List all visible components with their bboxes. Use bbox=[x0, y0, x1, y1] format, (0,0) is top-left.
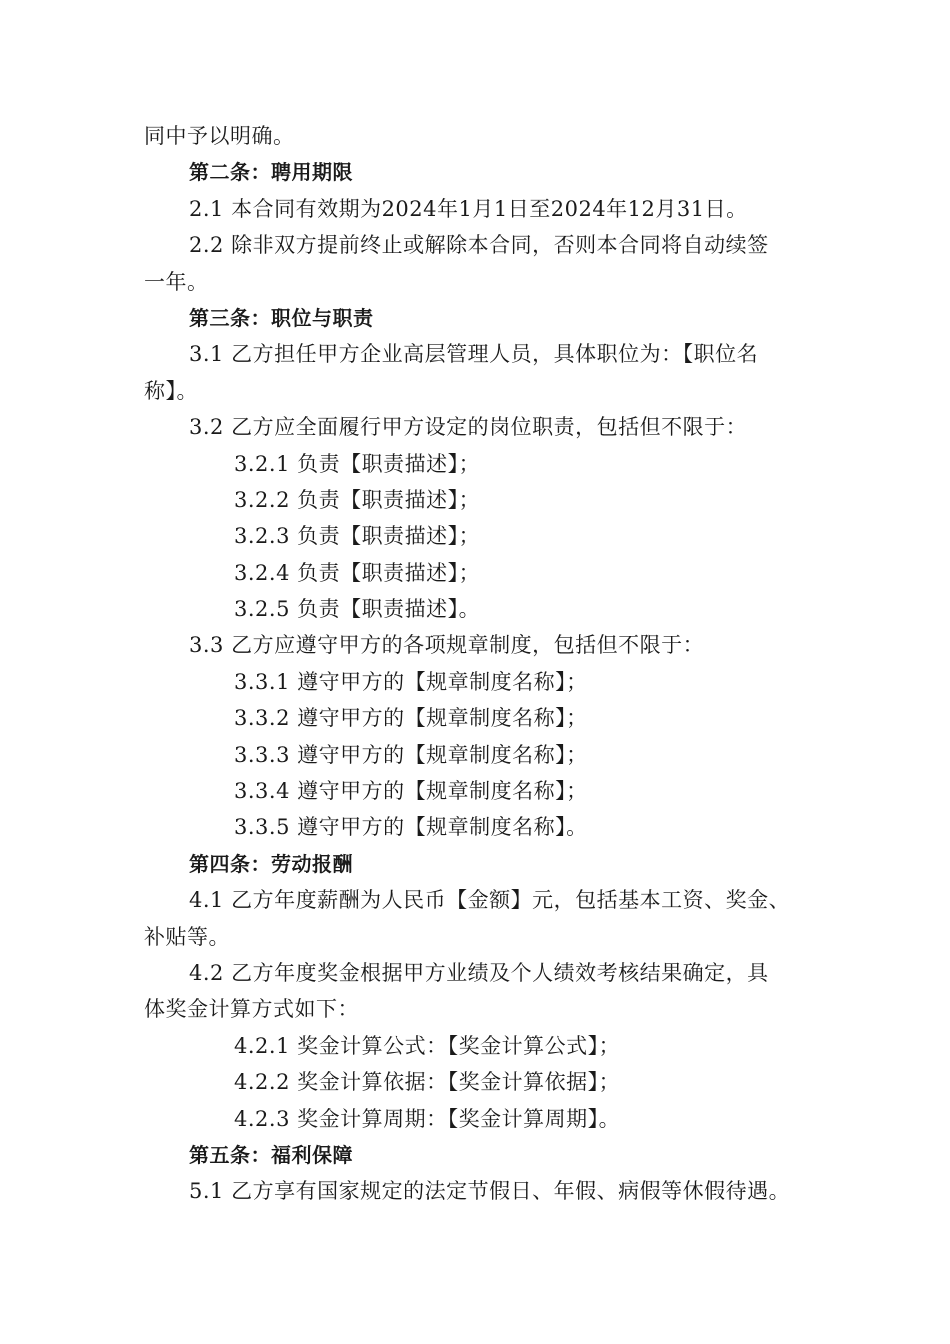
clause-3-3-5: 3.3.5 遵守甲方的【规章制度名称】。 bbox=[234, 815, 588, 840]
clause-3-3-2: 3.3.2 遵守甲方的【规章制度名称】； bbox=[234, 706, 588, 731]
clause-4-1: 4.1 乙方年度薪酬为人民币【金额】元，包括基本工资、奖金、 bbox=[189, 888, 791, 913]
clause-3-3: 3.3 乙方应遵守甲方的各项规章制度，包括但不限于： bbox=[189, 633, 705, 658]
clause-4-2-continuation: 体奖金计算方式如下： bbox=[144, 997, 359, 1022]
clause-4-1-continuation: 补贴等。 bbox=[144, 924, 230, 949]
article-3-heading: 第三条：职位与职责 bbox=[189, 305, 374, 330]
clause-3-3-4: 3.3.4 遵守甲方的【规章制度名称】； bbox=[234, 779, 588, 804]
clause-4-2-3: 4.2.3 奖金计算周期：【奖金计算周期】。 bbox=[234, 1106, 621, 1131]
clause-3-1-continuation: 称】。 bbox=[144, 378, 198, 403]
clause-3-2-4: 3.2.4 负责【职责描述】； bbox=[234, 560, 481, 585]
clause-3-1: 3.1 乙方担任甲方企业高层管理人员，具体职位为：【职位名 bbox=[189, 342, 759, 367]
clause-4-2: 4.2 乙方年度奖金根据甲方业绩及个人绩效考核结果确定，具 bbox=[189, 960, 769, 985]
paragraph-continuation: 同中予以明确。 bbox=[144, 124, 295, 148]
clause-3-2-1: 3.2.1 负责【职责描述】； bbox=[234, 451, 481, 476]
article-2-heading: 第二条：聘用期限 bbox=[189, 160, 353, 185]
clause-3-2-5: 3.2.5 负责【职责描述】。 bbox=[234, 597, 481, 622]
clause-4-2-1: 4.2.1 奖金计算公式：【奖金计算公式】； bbox=[234, 1033, 621, 1058]
article-5-heading: 第五条：福利保障 bbox=[189, 1142, 353, 1167]
clause-3-2: 3.2 乙方应全面履行甲方设定的岗位职责，包括但不限于： bbox=[189, 415, 748, 440]
clause-2-1: 2.1 本合同有效期为2024年1月1日至2024年12月31日。 bbox=[189, 196, 748, 221]
clause-3-2-3: 3.2.3 负责【职责描述】； bbox=[234, 524, 481, 549]
clause-2-2: 2.2 除非双方提前终止或解除本合同，否则本合同将自动续签 bbox=[189, 233, 769, 258]
clause-4-2-2: 4.2.2 奖金计算依据：【奖金计算依据】； bbox=[234, 1070, 621, 1095]
clause-2-2-continuation: 一年。 bbox=[144, 269, 209, 294]
document-page bbox=[144, 118, 824, 1210]
clause-5-1: 5.1 乙方享有国家规定的法定节假日、年假、病假等休假待遇。 bbox=[189, 1179, 791, 1204]
clause-3-2-2: 3.2.2 负责【职责描述】； bbox=[234, 487, 481, 512]
clause-3-3-1: 3.3.1 遵守甲方的【规章制度名称】； bbox=[234, 669, 588, 694]
article-4-heading: 第四条：劳动报酬 bbox=[189, 851, 353, 876]
clause-3-3-3: 3.3.3 遵守甲方的【规章制度名称】； bbox=[234, 742, 588, 767]
